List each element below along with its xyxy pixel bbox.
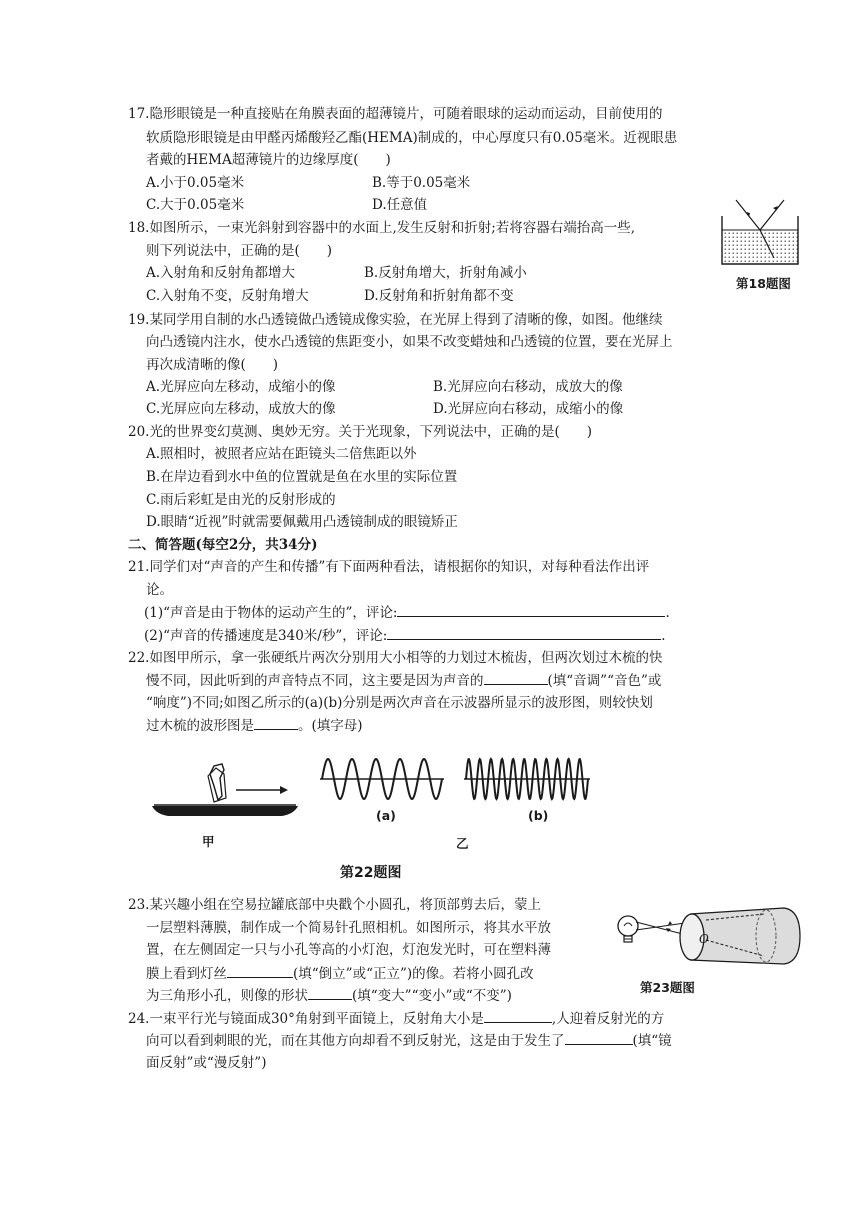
q21-answer-blank-1[interactable]: [397, 602, 665, 617]
q20-option-b: B.在岸边看到水中鱼的位置就是鱼在水里的实际位置: [146, 469, 458, 485]
q17-option-c: C.大于0.05毫米: [146, 197, 245, 213]
q21-sub2-text: (2)“声音的传播速度是340米/秒”，评论:: [144, 628, 388, 644]
q18-line1: 18.如图所示，一束光斜射到容器中的水面上,发生反射和折射;若将容器右端抬高一些,: [128, 220, 636, 236]
q22-comb-figure: [150, 756, 300, 826]
q18-option-a: A.入射角和反射角都增大: [146, 265, 296, 281]
q22-waveform-b: [462, 754, 592, 804]
q24-line2-b: (填“镜: [632, 1033, 672, 1049]
q19-line3: 再次成清晰的像( ): [146, 357, 279, 373]
q22-figure-caption: 第22题图: [340, 865, 402, 881]
q18-option-b: B.反射角增大，折射角减小: [364, 265, 527, 281]
q23-answer-blank-1[interactable]: [227, 963, 293, 978]
q22-label-yi: 乙: [456, 836, 469, 851]
q22-label-jia: 甲: [202, 834, 215, 849]
q17-line1: 17.隐形眼镜是一种直接贴在角膜表面的超薄镜片，可随着眼球的运动而运动，目前使用的: [128, 106, 663, 122]
q19-option-b: B.光屏应向右移动，成放大的像: [433, 379, 623, 395]
q22-waveform-a: [318, 754, 446, 804]
q20-option-a: A.照相时，被照者应站在距镜头二倍焦距以外: [146, 446, 417, 462]
q17-option-a: A.小于0.05毫米: [146, 175, 245, 191]
q23-line1: 23.某兴趣小组在空易拉罐底部中央戳个小圆孔，将顶部剪去后，蒙上: [128, 897, 541, 913]
q18-figure: [716, 196, 806, 268]
q24-line1-b: ,人迎着反射光的方: [551, 1011, 665, 1027]
q23-line2: 一层塑料薄膜，制作成一个简易针孔照相机。如图所示，将其水平放: [146, 920, 551, 936]
q19-option-d: D.光屏应向右移动，成缩小的像: [433, 401, 624, 417]
q23-line5-b: (填“变大”“变小”或“不变”): [352, 988, 512, 1004]
q23-answer-blank-2[interactable]: [308, 985, 352, 1000]
q18-figure-caption: 第18题图: [736, 276, 791, 291]
q22-line4: [146, 715, 363, 736]
q24-line1-a: 24.一束平行光与镜面成30°角射到平面镜上，反射角大小是: [128, 1011, 484, 1027]
q23-line4: [146, 963, 534, 984]
q21-line2: 论。: [146, 582, 173, 598]
q23-line5-a: 为三角形小孔，则像的形状: [146, 988, 308, 1004]
q24-line2: [146, 1030, 672, 1051]
q23-line4-b: (填“倒立”或“正立”)的像。若将小圆孔改: [293, 966, 534, 982]
q24-answer-blank-1[interactable]: [484, 1008, 552, 1023]
q23-line4-a: 膜上看到灯丝: [146, 966, 227, 982]
q21-line1: 21.同学们对“声音的产生和传播”有下面两种看法，请根据你的知识，对每种看法作出评: [128, 559, 650, 575]
q17-line2: 软质隐形眼镜是由甲醛丙烯酸羟乙酯(HEMA)制成的，中心厚度只有0.05毫米。近视眼患: [146, 130, 678, 146]
q19-line1: 19.某同学用自制的水凸透镜做凸透镜成像实验，在光屏上得到了清晰的像，如图。他继续: [128, 312, 663, 328]
q21-sub2: [144, 625, 666, 646]
q22-label-b: (b): [528, 808, 549, 823]
q17-option-d: D.任意值: [372, 197, 428, 213]
q23-label-o: O: [699, 932, 709, 946]
q21-sub1-text: (1)“声音是由于物体的运动产生的”，评论:: [144, 605, 398, 621]
q18-option-d: D.反射角和折射角都不变: [364, 288, 514, 304]
q23-figure-caption: 第23题图: [640, 980, 695, 995]
q22-label-a: (a): [376, 808, 396, 823]
q22-answer-blank-2[interactable]: [254, 715, 298, 730]
q21-sub2-end: .: [661, 628, 666, 644]
q18-option-c: C.入射角不变，反射角增大: [146, 288, 309, 304]
q20-option-c: C.雨后彩虹是由光的反射形成的: [146, 492, 336, 508]
q19-option-a: A.光屏应向左移动，成缩小的像: [146, 379, 336, 395]
q22-answer-blank-1[interactable]: [484, 670, 548, 685]
q22-line2-a: 慢不同，因此听到的声音特点不同，这主要是因为声音的: [146, 673, 484, 689]
q22-line2-b: (填“音调”“音色”或: [547, 673, 662, 689]
q22-line4-b: 。(填字母): [298, 718, 363, 734]
q17-line3: 者戴的HEMA超薄镜片的边缘厚度( ): [146, 152, 391, 168]
q22-line4-a: 过木梳的波形图是: [146, 718, 254, 734]
q23-line5: [146, 985, 512, 1006]
q18-line2: 则下列说法中，正确的是( ): [146, 243, 333, 259]
q24-answer-blank-2[interactable]: [565, 1030, 633, 1045]
q19-option-c: C.光屏应向左移动，成放大的像: [146, 401, 336, 417]
section-heading: 二、简答题(每空2分，共34分): [128, 537, 318, 553]
q24-line2-a: 向可以看到刺眼的光，而在其他方向却看不到反射光，这是由于发生了: [146, 1033, 565, 1049]
q21-sub1-end: .: [665, 605, 670, 621]
q20-line1: 20.光的世界变幻莫测、奥妙无穷。关于光现象，下列说法中，正确的是( ): [128, 424, 593, 440]
q24-line3: 面反射”或“漫反射”): [146, 1055, 267, 1071]
q17-option-b: B.等于0.05毫米: [372, 175, 471, 191]
q23-line3: 置，在左侧固定一只与小孔等高的小灯泡，灯泡发光时，可在塑料薄: [146, 942, 551, 958]
q22-line2: [146, 670, 661, 691]
q21-answer-blank-2[interactable]: [387, 625, 661, 640]
q22-line3: “响度”)不同;如图乙所示的(a)(b)分别是两次声音在示波器所显示的波形图，则较快划: [146, 695, 653, 711]
q22-line1: 22.如图甲所示，拿一张硬纸片两次分别用大小相等的力划过木梳齿，但两次划过木梳的快: [128, 650, 663, 666]
light-bulb-icon: [618, 916, 638, 942]
q20-option-d: D.眼睛“近视”时就需要佩戴用凸透镜制成的眼镜矫正: [146, 514, 458, 530]
q21-sub1: [144, 602, 670, 623]
q19-line2: 向凸透镜内注水，使水凸透镜的焦距变小，如果不改变蜡烛和凸透镜的位置，要在光屏上: [146, 334, 673, 350]
q24-line1: [128, 1008, 664, 1029]
